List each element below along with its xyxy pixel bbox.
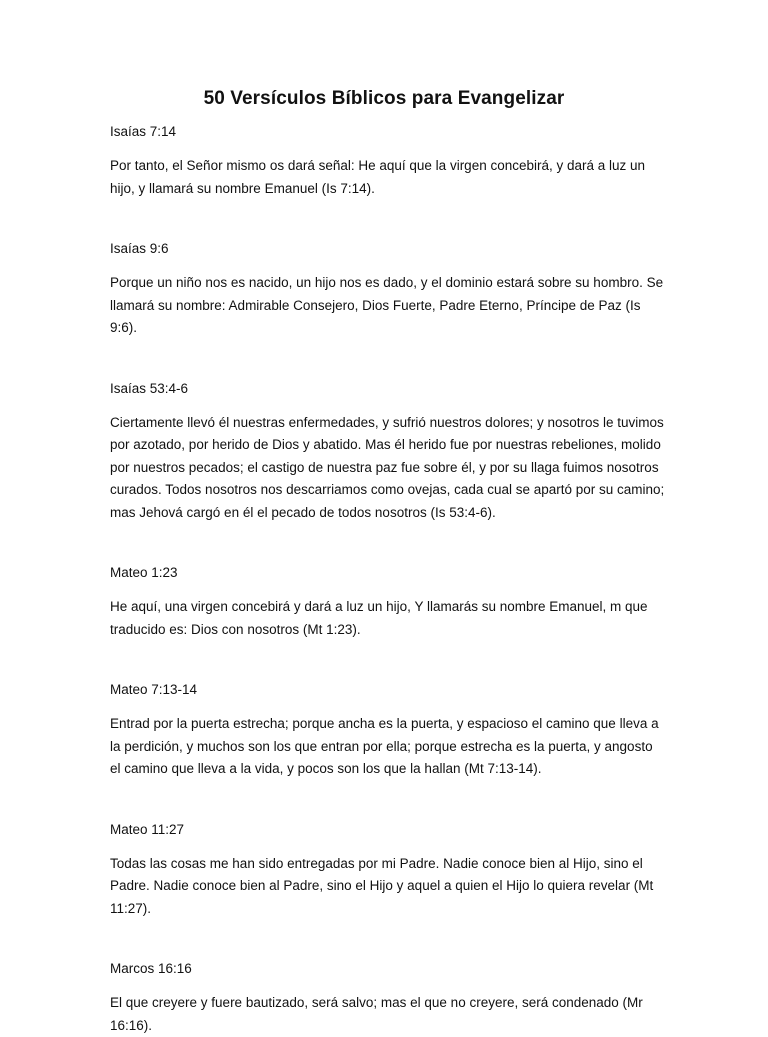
verse-reference: Mateo 7:13-14	[110, 682, 198, 697]
document-title: 50 Versículos Bíblicos para Evangelizar	[203, 88, 565, 109]
verse-reference: Mateo 1:23	[110, 565, 178, 580]
verse-reference: Mateo 11:27	[110, 821, 185, 837]
verse-entry	[110, 960, 665, 1037]
verse-entry	[110, 240, 665, 340]
verse-reference: Marcos 16:16	[110, 961, 192, 976]
verse-text: Todas las cosas me han sido entregadas por mi Padre. Nadie conoce bien al Hijo, sino el Padre. Nadie conoce bien al Padre, sino el Hijo y aquel a quien el Hijo lo quiera revelar (Mt 11:27).	[110, 855, 654, 916]
verse-reference: Isaías 9:6	[110, 241, 169, 256]
verse-reference: Isaías 7:14	[110, 124, 177, 139]
verse-text: Ciertamente llevó él nuestras enfermedades, y sufrió nuestros dolores; y nosotros le tuvimos por azotado, por herido de Dios y abatido. Mas él herido fue por nuestras rebeliones, molido por nuestros pecados; el castigo de nuestra paz fue sobre él, y por su llaga fuimos nosotros curados. Todos nosotros nos descarriamos como ovejas, cada cual se apartó por su camino; mas Jehová cargó en él el pecado de todos nosotros (Is 53:4-6).	[110, 414, 665, 520]
verse-text: Por tanto, el Señor mismo os dará señal: He aquí que la virgen concebirá, y dará a luz un hijo, y llamará su nombre Emanuel (Is 7:14).	[110, 158, 646, 196]
verse-text: Porque un niño nos es nacido, un hijo nos es dado, y el dominio estará sobre su hombro. Se llamará su nombre: Admirable Consejero, Dios Fuerte, Padre Eterno, Príncipe de Paz (Is 9:6).	[110, 275, 664, 335]
verse-entry	[110, 681, 665, 781]
verse-entry	[110, 564, 665, 641]
verse-entry	[110, 821, 665, 921]
verse-text: El que creyere y fuere bautizado, será salvo; mas el que no creyere, será condenado (Mr 16:16).	[110, 995, 643, 1033]
verse-text: He aquí, una virgen concebirá y dará a luz un hijo, Y llamarás su nombre Emanuel, m que traducido es: Dios con nosotros (Mt 1:23).	[110, 599, 648, 637]
verse-entry	[110, 123, 665, 200]
verse-reference: Isaías 53:4-6	[110, 380, 189, 396]
verse-entry	[110, 380, 665, 525]
verse-text: Entrad por la puerta estrecha; porque ancha es la puerta, y espacioso el camino que lleva a la perdición, y muchos son los que entran por ella; porque estrecha es la puerta, y angosto el camino que lleva a la vida, y pocos son los que la hallan (Mt 7:13-14).	[110, 716, 659, 776]
verse-list	[110, 123, 665, 1037]
